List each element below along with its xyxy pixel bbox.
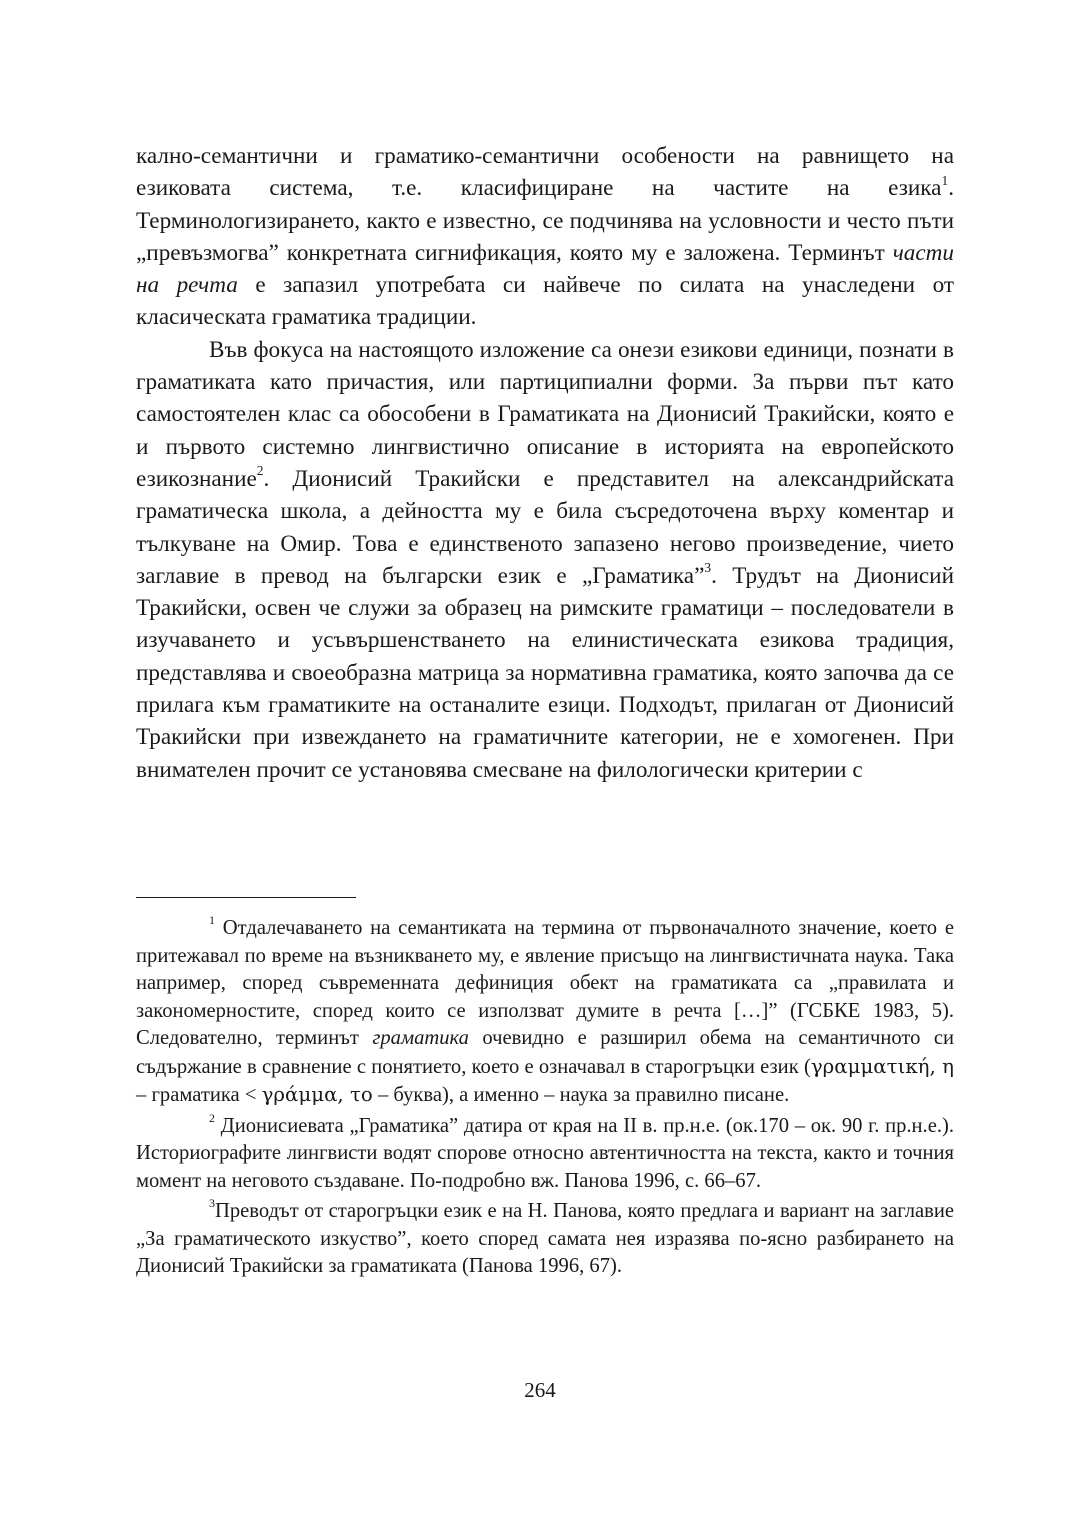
italic-term: части на речта xyxy=(136,239,954,299)
footnote-2: $^2$ Дионисиевата „Граматика” датира от края на II в. пр.н.е. (ок.170 – ок. 90 г. пр.н.е.). Историографите лингвисти водят спорове относно автентичността на текста, както и точния момент на неговото създаване. По-подробно вж. Панова 1996, с. 66–67. xyxy=(136,1110,954,1192)
footnote-separator xyxy=(136,897,356,898)
footnote-3: $^3$Преводът от старогръцки език е на Н. Панова, която предлага и вариант на заглавие „За граматическото изкуство”, което според самата нея изразява по-ясно разбирането на Дионисий Тракийски за граматиката (Панова 1996, 67). xyxy=(136,1196,954,1277)
page-number: 264 xyxy=(524,1378,556,1402)
footnote-1: $^1$ Отдалечаването на семантиката на термина от първоначалното значение, което е притежавал по време на възникването му, е явление присъщо на лингвистичната наука. Така например, според съвременната дефиниция обект на граматиката са „правилата и закономерностите, според които се използват думите в речта […]” (ГСБКЕ 1983, 5). Следователно, терминът граматика очевидно е разширил обема на семантичното си съдържание в сравнение с понятието, което е означавал в старогръцки език (γραμματική, η – граматика < γράμμα, το – буква), а именно – наука за правилно писане. xyxy=(136,913,955,1106)
greek-word: γράμμα, το xyxy=(261,1083,373,1106)
paragraph-2: Във фокуса на настоящото изложение са онези езикови единици, познати в граматиката като причастия, или партиципиални форми. За първи път като самостоятелен клас са обособени в Граматиката на Дионисий Тракийски, която е и първото системно лингвистично описание в историята на европейското езикознание$^2$. Дионисий Тракийски е представител на александрийската граматическа школа, а дейността му е била съсредоточена върху коментар и тълкуване на Омир. Това е единственото запазено негово произведение, чието заглавие в превод на български език е „Граматика”$^3$. Трудът на Дионисий Тракийски, освен че служи за образец на римските граматици – последователи в изучаването и усъвършенстването на елинистическата езикова традиция, представлява и своеобразна матрица за нормативна граматика, която започва да се прилага към граматиките на останалите езици. Подходът, прилаган от Дионисий Тракийски при извеждането на граматичните категории, не е хомогенен. При внимателен прочит се установява смесване на филологически критерии с xyxy=(136,336,954,783)
main-text xyxy=(136,140,954,786)
greek-word: γραμματική, η xyxy=(810,1054,955,1078)
footnote-ref-1[interactable]: 1 xyxy=(941,172,949,188)
paragraph-1: кално-семантични и граматико-семантични особености на равнището на езиковата система, т.е. класифициране на частите на езика$^1$. Терминологизирането, както е известно, се подчинява на условности и често пъти „превъзмогва” конкретната сигнификация, която му е заложена. Терминът части на речта е запазил употребата си найвече по силата на унаследени от класическата граматика традиции. xyxy=(136,143,954,331)
footnotes xyxy=(136,915,954,1284)
footnote-number: 1 xyxy=(209,913,215,928)
footnote-ref-3[interactable]: 3 xyxy=(704,560,712,576)
footnote-ref-2[interactable]: 2 xyxy=(256,463,264,479)
footnote-number: 3 xyxy=(209,1196,215,1211)
footnote-number: 2 xyxy=(209,1110,215,1125)
italic-term: граматика xyxy=(372,1027,469,1049)
